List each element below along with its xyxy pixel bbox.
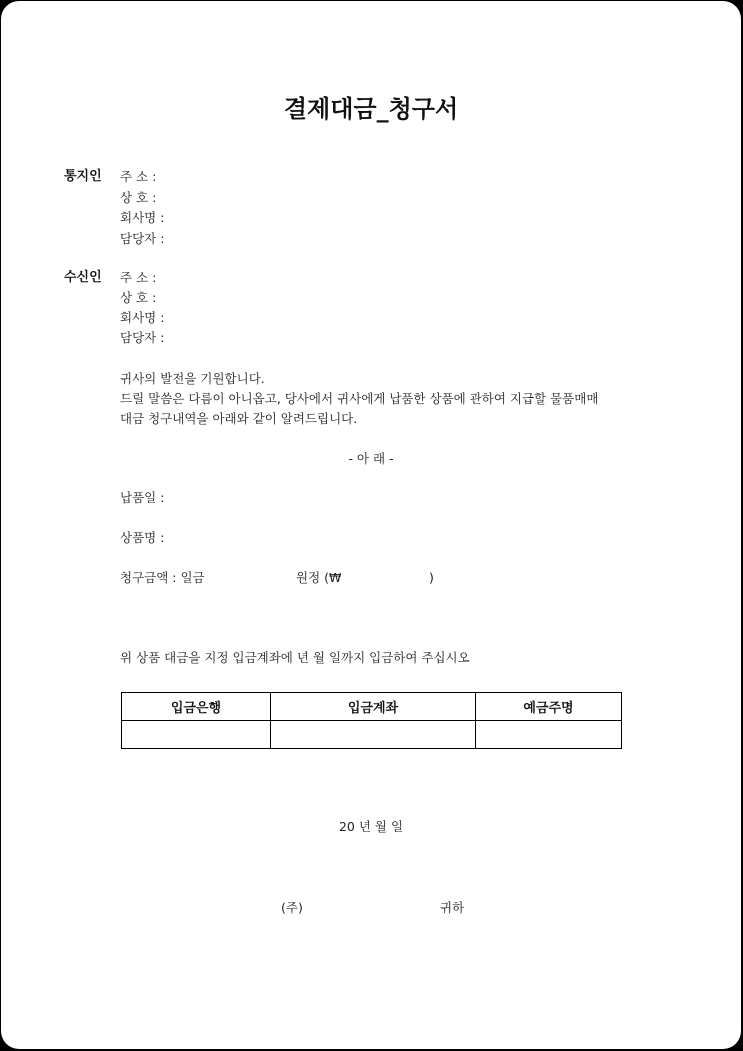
notifier-trade-name-field: 상 호 : (120, 190, 157, 205)
document-page (1, 1, 741, 1049)
body-line-2: 드릴 말씀은 다름이 아니옵고, 당사에서 귀사에게 납품한 상품에 관하여 지급할 물품매매 (120, 391, 599, 406)
recipient-contact-field: 담당자 : (120, 330, 165, 345)
payment-instruction: 위 상품 대금을 지정 입금계좌에 년 월 일까지 입금하여 주십시오 (120, 650, 470, 665)
honorific-label: 귀하 (440, 900, 465, 915)
account-header: 입금계좌 (271, 693, 476, 721)
recipient-address-field: 주 소 : (120, 270, 157, 285)
greeting-line: 귀사의 발전을 기원합니다. (120, 371, 265, 386)
bank-account-table (121, 692, 622, 749)
delivery-date-label: 납품일 : (120, 490, 165, 505)
company-label: (주) (281, 900, 303, 915)
claim-amount-label: 청구금액 : 일금 (120, 570, 205, 585)
notifier-company-field: 회사명 : (120, 210, 165, 225)
notifier-label: 통지인 (64, 169, 102, 184)
product-name-label: 상품명 : (120, 530, 165, 545)
notifier-address-field: 주 소 : (120, 169, 157, 184)
below-heading: - 아 래 - (348, 451, 394, 466)
body-line-3: 대금 청구내역을 아래와 같이 알려드립니다. (120, 411, 358, 426)
bank-cell (122, 721, 271, 749)
claim-close-paren: ) (429, 570, 434, 585)
holder-header: 예금주명 (476, 693, 622, 721)
table-row (122, 721, 622, 749)
account-cell (271, 721, 476, 749)
table-header-row (122, 693, 622, 721)
holder-cell (476, 721, 622, 749)
date-line: 20 년 월 일 (338, 819, 404, 834)
recipient-label: 수신인 (64, 270, 102, 285)
recipient-company-field: 회사명 : (120, 310, 165, 325)
claim-won-label: 원정 (₩ (296, 570, 342, 585)
notifier-contact-field: 담당자 : (120, 231, 165, 246)
document-title: 결제대금_청구서 (283, 95, 459, 123)
bank-header: 입금은행 (122, 693, 271, 721)
recipient-trade-name-field: 상 호 : (120, 290, 157, 305)
